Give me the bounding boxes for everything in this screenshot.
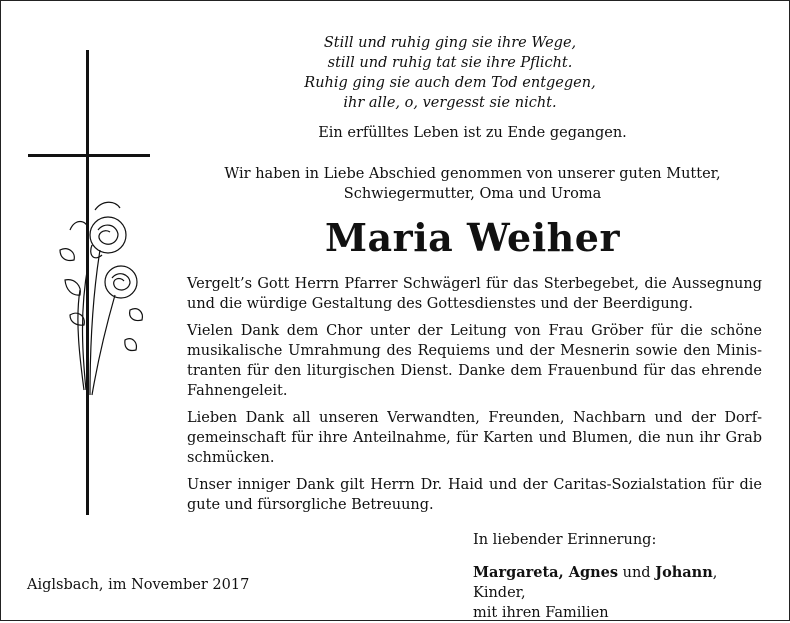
roses-icon	[60, 202, 142, 395]
poem-line: Still und ruhig ging sie ihre Wege,	[323, 35, 577, 51]
name-separator: ,	[558, 564, 569, 581]
family-line: mit ihren Familien	[473, 605, 609, 621]
thanks-paragraph: Unser inniger Dank gilt Herrn Dr. Haid und der Caritas-Sozialstation für die gute und fürsorgliche Betreuung.	[187, 477, 762, 513]
thanks-paragraph: Vergelt’s Gott Herrn Pfarrer Schwägerl für das Sterbegebet, die Aussegnung und die würdige Gestaltung des Gottesdienstes und der Beerdigung.	[187, 276, 762, 312]
family-name: Johann	[655, 564, 713, 581]
family-name: Margareta	[473, 564, 559, 581]
farewell-line: Schwiegermutter, Oma und Uroma	[343, 186, 602, 202]
thanks-paragraph: Vielen Dank dem Chor unter der Leitung von Frau Gröber für die schöne musikalische Umrahmung des Requiems und der Mesnerin sowie den Ministranten für den liturgischen Dienst. Danke dem Frauenbund für das ehrende Fahnengeleit.	[187, 323, 762, 399]
poem-line: Ruhig ging sie auch dem Tod entgegen,	[304, 75, 596, 91]
thanks-paragraph: Lieben Dank all unseren Verwandten, Freunden, Nachbarn und der Dorfgemeinschaft für ihre Anteilnahme, für Karten und Blumen, die nun ihr Grab schmücken.	[187, 410, 762, 466]
deceased-name: Maria Weiher	[324, 215, 620, 260]
intro-text: Ein erfülltes Leben ist zu Ende gegangen.	[318, 125, 627, 141]
poem	[300, 33, 600, 113]
family-name: Agnes	[568, 564, 619, 581]
farewell-text	[185, 164, 760, 204]
family-suffix: , Kinder,	[473, 565, 718, 601]
cross-icon	[20, 50, 170, 520]
poem-line: ihr alle, o, vergesst sie nicht.	[343, 95, 557, 111]
closing-lead: In liebender Erinnerung:	[473, 532, 657, 548]
poem-line: still und ruhig tat sie ihre Pflicht.	[327, 55, 573, 71]
place-date: Aiglsbach, im November 2017	[27, 577, 250, 593]
closing-signature	[473, 530, 773, 623]
thanks-section	[187, 274, 762, 522]
family-names	[473, 563, 773, 603]
farewell-line: Wir haben in Liebe Abschied genommen von unserer guten Mutter,	[224, 166, 721, 182]
name-separator: und	[618, 565, 656, 581]
